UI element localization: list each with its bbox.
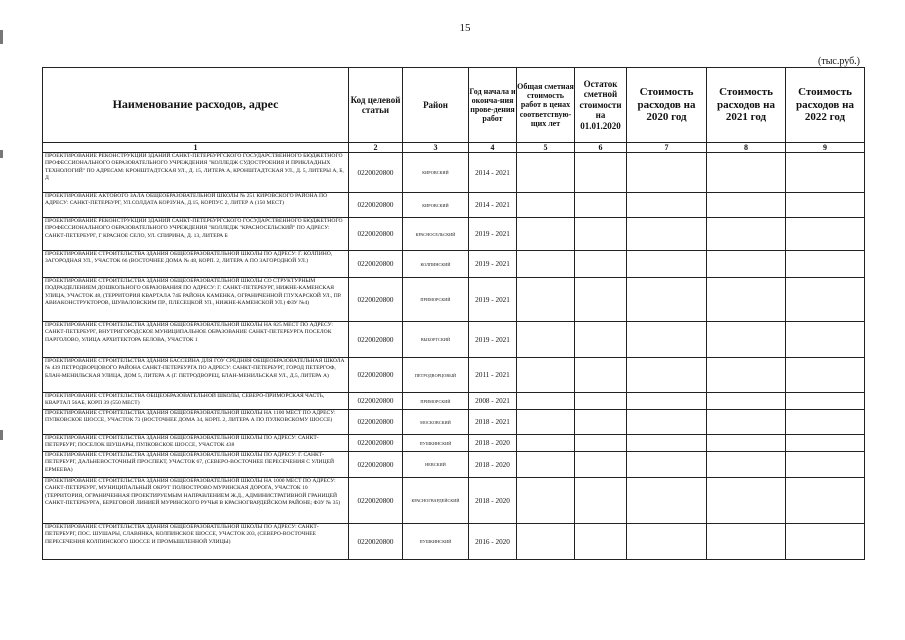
work-years: 2019 - 2021: [469, 218, 517, 251]
column-number: 7: [627, 143, 707, 153]
header-cost-2022: Стоимость расходов на 2022 год: [786, 68, 865, 143]
table-row: [43, 435, 865, 452]
budget-code: 0220020800: [349, 410, 403, 435]
remaining-cell: [575, 524, 627, 560]
cost-2022-cell: [786, 193, 865, 218]
cost-2020-cell: [627, 251, 707, 278]
cost-2021-cell: [707, 358, 786, 393]
header-total-cost: Общая сметная стоимость работ в ценах соответствую-щих лет: [517, 68, 575, 143]
district: ПУШКИНСКИЙ: [403, 435, 469, 452]
table-row: [43, 278, 865, 322]
cost-2022-cell: [786, 393, 865, 410]
district: МОСКОВСКИЙ: [403, 410, 469, 435]
expense-name: ПРОЕКТИРОВАНИЕ АКТОВОГО ЗАЛА ОБЩЕОБРАЗОВАТЕЛЬНОЙ ШКОЛЫ № 251 КИРОВСКОГО РАЙОНА ПО АДРЕСУ: САНКТ-ПЕТЕРБУРГ, УЛ.СОЛДАТА КОРЗУНА, Д.15, КОРПУС 2, ЛИТЕР А (150 МЕСТ): [43, 193, 349, 218]
work-years: 2019 - 2021: [469, 278, 517, 322]
cost-2020-cell: [627, 478, 707, 524]
remaining-cell: [575, 393, 627, 410]
total-cost-cell: [517, 153, 575, 193]
expense-name: ПРОЕКТИРОВАНИЕ СТРОИТЕЛЬСТВА ЗДАНИЯ ОБЩЕОБРАЗОВАТЕЛЬНОЙ ШКОЛЫ ПО АДРЕСУ: Г. САНКТ-ПЕТЕРБУРГ, ДАЛЬНЕВОСТОЧНЫЙ ПРОСПЕКТ, УЧАСТОК 67, (СЕВЕРО-ВОСТОЧНЕЕ ПЕРЕСЕЧЕНИЯ С УЛИЦЕЙ ЕРМЕЕВА): [43, 452, 349, 478]
total-cost-cell: [517, 524, 575, 560]
header-remaining: Остаток сметной стоимости на 01.01.2020: [575, 68, 627, 143]
total-cost-cell: [517, 358, 575, 393]
unit-label: (тыс.руб.): [818, 56, 861, 67]
cost-2022-cell: [786, 452, 865, 478]
page-number: 15: [459, 22, 471, 34]
work-years: 2014 - 2021: [469, 193, 517, 218]
table-row: [43, 218, 865, 251]
work-years: 2008 - 2021: [469, 393, 517, 410]
work-years: 2019 - 2021: [469, 251, 517, 278]
budget-code: 0220020800: [349, 251, 403, 278]
table-row: [43, 322, 865, 358]
cost-2021-cell: [707, 153, 786, 193]
cost-2021-cell: [707, 452, 786, 478]
column-number: 2: [349, 143, 403, 153]
cost-2021-cell: [707, 278, 786, 322]
district: КРАСНОГВАРДЕЙСКИЙ: [403, 478, 469, 524]
table-row: [43, 251, 865, 278]
cost-2020-cell: [627, 410, 707, 435]
cost-2020-cell: [627, 322, 707, 358]
remaining-cell: [575, 478, 627, 524]
cost-2021-cell: [707, 193, 786, 218]
table-row: [43, 524, 865, 560]
district: ПЕТРОДВОРЦОВЫЙ: [403, 358, 469, 393]
table-row: [43, 153, 865, 193]
expense-name: ПРОЕКТИРОВАНИЕ РЕКОНСТРУКЦИИ ЗДАНИЙ САНКТ-ПЕТЕРБУРГСКОГО ГОСУДАРСТВЕННОГО БЮДЖЕТНОГО ПРОФЕССИОНАЛЬНОГО ОБРАЗОВАТЕЛЬНОГО УЧРЕЖДЕНИЯ "КОЛЛЕДЖ "КРАСНОСЕЛЬСКИЙ" ПО АДРЕСУ: САНКТ-ПЕТЕРБУРГ, Г КРАСНОЕ СЕЛО, УЛ. СПИРИНА, Д. 13, ЛИТЕРА Б: [43, 218, 349, 251]
cost-2020-cell: [627, 452, 707, 478]
table-row: [43, 410, 865, 435]
total-cost-cell: [517, 322, 575, 358]
budget-code: 0220020800: [349, 322, 403, 358]
cost-2021-cell: [707, 251, 786, 278]
work-years: 2018 - 2020: [469, 452, 517, 478]
remaining-cell: [575, 278, 627, 322]
remaining-cell: [575, 251, 627, 278]
work-years: 2018 - 2021: [469, 410, 517, 435]
cost-2022-cell: [786, 524, 865, 560]
cost-2021-cell: [707, 478, 786, 524]
expense-name: ПРОЕКТИРОВАНИЕ СТРОИТЕЛЬСТВА ЗДАНИЯ ОБЩЕОБРАЗОВАТЕЛЬНОЙ ШКОЛЫ ПО АДРЕСУ: САНКТ-ПЕТЕРБУРГ, ПОС. ШУШАРЫ, СЛАВЯНКА, КОЛПИНСКОЕ ШОССЕ, УЧАСТОК 203, (СЕВЕРО-ВОСТОЧНЕЕ ПЕРЕСЕЧЕНИЯ КОЛПИНСКОГО ШОССЕ И ПРОМЫШЛЕННОЙ УЛИЦЫ): [43, 524, 349, 560]
header-row: [43, 68, 865, 143]
header-years: Год начала и оконча-ния прове-дения работ: [469, 68, 517, 143]
budget-code: 0220020800: [349, 153, 403, 193]
column-number: 5: [517, 143, 575, 153]
column-number: 6: [575, 143, 627, 153]
table-row: [43, 478, 865, 524]
total-cost-cell: [517, 193, 575, 218]
district: КИРОВСКИЙ: [403, 193, 469, 218]
expenses-table: [42, 67, 865, 560]
cost-2022-cell: [786, 153, 865, 193]
district: ВЫБОРГСКИЙ: [403, 322, 469, 358]
column-number: 9: [786, 143, 865, 153]
total-cost-cell: [517, 435, 575, 452]
scan-edge-mark: [0, 430, 3, 440]
cost-2020-cell: [627, 358, 707, 393]
work-years: 2018 - 2020: [469, 478, 517, 524]
remaining-cell: [575, 452, 627, 478]
cost-2022-cell: [786, 322, 865, 358]
remaining-cell: [575, 435, 627, 452]
table-row: [43, 358, 865, 393]
cost-2021-cell: [707, 524, 786, 560]
cost-2020-cell: [627, 193, 707, 218]
budget-code: 0220020800: [349, 193, 403, 218]
expense-name: ПРОЕКТИРОВАНИЕ РЕКОНСТРУКЦИИ ЗДАНИЙ САНКТ-ПЕТЕРБУРГСКОГО ГОСУДАРСТВЕННОГО БЮДЖЕТНОГО ПРОФЕССИОНАЛЬНОГО ОБРАЗОВАТЕЛЬНОГО УЧРЕЖДЕНИЯ "КОЛЛЕДЖ СУДОСТРОЕНИЯ И ПРИКЛАДНЫХ ТЕХНОЛОГИЙ" ПО АДРЕСАМ: КРОНШТАДТСКАЯ УЛ., Д. 15, ЛИТЕРА А, КРОНШТАДТСКАЯ УЛ., Д. 5, ЛИТЕРЫ А, Б, Д: [43, 153, 349, 193]
work-years: 2016 - 2020: [469, 524, 517, 560]
district: КИРОВСКИЙ: [403, 153, 469, 193]
work-years: 2011 - 2021: [469, 358, 517, 393]
header-cost-2021: Стоимость расходов на 2021 год: [707, 68, 786, 143]
expense-name: ПРОЕКТИРОВАНИЕ СТРОИТЕЛЬСТВА ЗДАНИЯ БАССЕЙНА ДЛЯ ГОУ СРЕДНЯЯ ОБЩЕОБРАЗОВАТЕЛЬНАЯ ШКОЛА № 439 ПЕТРОДВОРЦОВОГО РАЙОНА САНКТ-ПЕТЕРБУРГА ПО АДРЕСУ: САНКТ-ПЕТЕРБУРГ, ГОРОД ПЕТЕРГОФ, БЛАН-МЕНИЛЬСКАЯ УЛИЦА, ДОМ 5, ЛИТЕРА А (Г. ПЕТРОДВОРЕЦ, БЛАН-МЕНИЛЬСКАЯ УЛ., Д.5, ЛИТЕРА А): [43, 358, 349, 393]
remaining-cell: [575, 410, 627, 435]
cost-2022-cell: [786, 251, 865, 278]
total-cost-cell: [517, 478, 575, 524]
total-cost-cell: [517, 410, 575, 435]
cost-2020-cell: [627, 278, 707, 322]
total-cost-cell: [517, 393, 575, 410]
column-number: 8: [707, 143, 786, 153]
cost-2021-cell: [707, 218, 786, 251]
district: НЕВСКИЙ: [403, 452, 469, 478]
work-years: 2018 - 2020: [469, 435, 517, 452]
district: ПРИМОРСКИЙ: [403, 393, 469, 410]
header-cost-2020: Стоимость расходов на 2020 год: [627, 68, 707, 143]
remaining-cell: [575, 153, 627, 193]
total-cost-cell: [517, 218, 575, 251]
header-code: Код целевой статьи: [349, 68, 403, 143]
district: КОЛПИНСКИЙ: [403, 251, 469, 278]
cost-2022-cell: [786, 218, 865, 251]
budget-code: 0220020800: [349, 393, 403, 410]
cost-2021-cell: [707, 393, 786, 410]
header-district: Район: [403, 68, 469, 143]
scan-edge-mark: [0, 150, 3, 158]
column-number: 4: [469, 143, 517, 153]
column-number-row: [43, 143, 865, 153]
total-cost-cell: [517, 452, 575, 478]
expense-name: ПРОЕКТИРОВАНИЕ СТРОИТЕЛЬСТВА ЗДАНИЯ ОБЩЕОБРАЗОВАТЕЛЬНОЙ ШКОЛЫ НА 1100 МЕСТ ПО АДРЕСУ: ПУЛКОВСКОЕ ШОССЕ, УЧАСТОК 73 (ВОСТОЧНЕЕ ДОМА 34, КОРП. 2, ЛИТЕРА А ПО ПУЛКОВСКОМУ ШОССЕ): [43, 410, 349, 435]
cost-2021-cell: [707, 322, 786, 358]
cost-2022-cell: [786, 278, 865, 322]
district: ПРИМОРСКИЙ: [403, 278, 469, 322]
remaining-cell: [575, 358, 627, 393]
cost-2022-cell: [786, 410, 865, 435]
total-cost-cell: [517, 278, 575, 322]
budget-code: 0220020800: [349, 478, 403, 524]
expense-name: ПРОЕКТИРОВАНИЕ СТРОИТЕЛЬСТВА ЗДАНИЯ ОБЩЕОБРАЗОВАТЕЛЬНОЙ ШКОЛЫ НА 825 МЕСТ ПО АДРЕСУ: САНКТ-ПЕТЕРБУРГ, ВНУТРИГОРОДСКОЕ МУНИЦИПАЛЬНОЕ ОБРАЗОВАНИЕ САНКТ-ПЕТЕРБУРГА ПОСЕЛОК ПАРГОЛОВО, УЛИЦА АРХИТЕКТОРА БЕЛОВА, УЧАСТОК 1: [43, 322, 349, 358]
header-name: Наименование расходов, адрес: [43, 68, 349, 143]
cost-2020-cell: [627, 218, 707, 251]
budget-code: 0220020800: [349, 524, 403, 560]
remaining-cell: [575, 322, 627, 358]
budget-code: 0220020800: [349, 278, 403, 322]
budget-code: 0220020800: [349, 435, 403, 452]
remaining-cell: [575, 218, 627, 251]
cost-2020-cell: [627, 393, 707, 410]
table-row: [43, 452, 865, 478]
expense-name: ПРОЕКТИРОВАНИЕ СТРОИТЕЛЬСТВА ЗДАНИЯ ОБЩЕОБРАЗОВАТЕЛЬНОЙ ШКОЛЫ ПО АДРЕСУ: Г. КОЛПИНО, ЗАГОРОДНАЯ УЛ., УЧАСТОК 66 (ВОСТОЧНЕЕ ДОМА № 48, КОРП. 2, ЛИТЕРА А ПО ЗАГОРОДНОЙ УЛ.): [43, 251, 349, 278]
cost-2022-cell: [786, 478, 865, 524]
district: ПУШКИНСКИЙ: [403, 524, 469, 560]
table-row: [43, 193, 865, 218]
budget-code: 0220020800: [349, 452, 403, 478]
cost-2020-cell: [627, 524, 707, 560]
budget-code: 0220020800: [349, 358, 403, 393]
expense-name: ПРОЕКТИРОВАНИЕ СТРОИТЕЛЬСТВА ЗДАНИЯ ОБЩЕОБРАЗОВАТЕЛЬНОЙ ШКОЛЫ СО СТРУКТУРНЫМ ПОДРАЗДЕЛЕНИЕМ ДОШКОЛЬНОГО ОБРАЗОВАНИЯ ПО АДРЕСУ: Г. САНКТ-ПЕТЕРБУРГ, НИЖНЕ-КАМЕНСКАЯ УЛИЦА, УЧАСТОК 48, (ТЕРРИТОРИЯ КВАРТАЛА 74Б РАЙОНА КАМЕНКА, ОГРАНИЧЕННОЙ ГЛУХАРСКОЙ УЛ., ПР. АВИАКОНСТРУКТОРОВ, ШУВАЛОВСКИМ ПР., ПЛЕСЕЦКОЙ УЛ., НИЖНЕ-КАМЕНСКОЙ УЛ.) ФЗУ №4): [43, 278, 349, 322]
expense-name: ПРОЕКТИРОВАНИЕ СТРОИТЕЛЬСТВА ЗДАНИЯ ОБЩЕОБРАЗОВАТЕЛЬНОЙ ШКОЛЫ НА 1000 МЕСТ ПО АДРЕСУ: САНКТ-ПЕТЕРБУРГ, МУНИЦИПАЛЬНЫЙ ОКРУГ ПОЛЮСТРОВО МУРИНСКАЯ ДОРОГА, УЧАСТОК 10 (ТЕРРИТОРИЯ, ОГРАНИЧЕННАЯ ПРОЕКТИРУЕМЫМ НАПРАВЛЕНИЕМ Ж.Д., АДМИНИСТРАТИВНОЙ ГРАНИЦЕЙ САНКТ-ПЕТЕРБУРГА, БЕРЕГОВОЙ ЛИНИЕЙ МУРИНСКОГО РУЧЬЯ В КРАСНОГВАРДЕЙСКОМ РАЙОНЕ; ФЗУ № 35): [43, 478, 349, 524]
cost-2021-cell: [707, 435, 786, 452]
total-cost-cell: [517, 251, 575, 278]
cost-2021-cell: [707, 410, 786, 435]
column-number: 1: [43, 143, 349, 153]
column-number: 3: [403, 143, 469, 153]
table-row: [43, 393, 865, 410]
expense-name: ПРОЕКТИРОВАНИЕ СТРОИТЕЛЬСТВА ЗДАНИЯ ОБЩЕОБРАЗОВАТЕЛЬНОЙ ШКОЛЫ ПО АДРЕСУ: САНКТ-ПЕТЕРБУРГ, ПОСЕЛОК ШУШАРЫ, ПУЛКОВСКОЕ ШОССЕ, УЧАСТОК 438: [43, 435, 349, 452]
district: КРАСНОСЕЛЬСКИЙ: [403, 218, 469, 251]
cost-2022-cell: [786, 358, 865, 393]
remaining-cell: [575, 193, 627, 218]
budget-code: 0220020800: [349, 218, 403, 251]
work-years: 2019 - 2021: [469, 322, 517, 358]
work-years: 2014 - 2021: [469, 153, 517, 193]
expense-name: ПРОЕКТИРОВАНИЕ СТРОИТЕЛЬСТВА ОБЩЕОБРАЗОВАТЕЛЬНОЙ ШКОЛЫ, СЕВЕРО-ПРИМОРСКАЯ ЧАСТЬ, КВАРТАЛ 56АБ, КОРП 39 (550 МЕСТ): [43, 393, 349, 410]
cost-2020-cell: [627, 153, 707, 193]
cost-2020-cell: [627, 435, 707, 452]
cost-2022-cell: [786, 435, 865, 452]
